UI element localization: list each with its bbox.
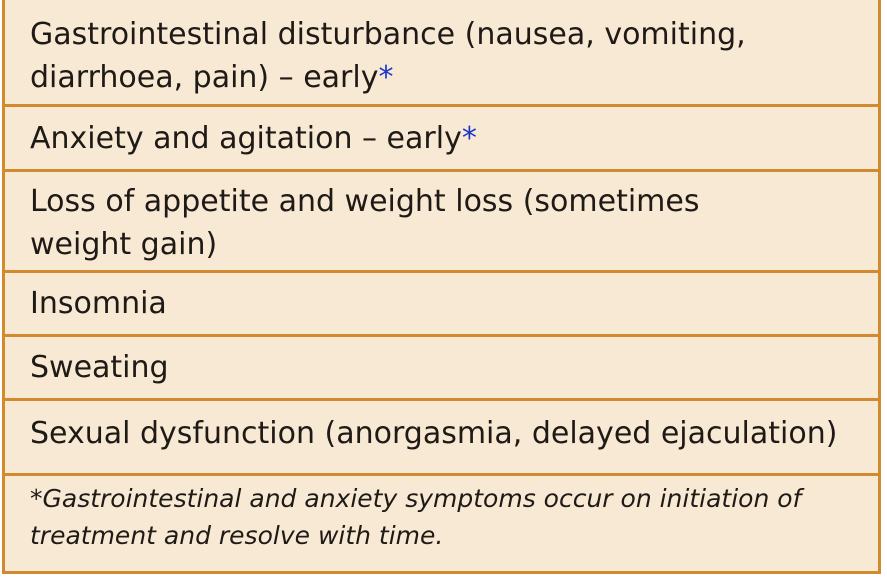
table-row: [5, 13, 878, 100]
row-text-line: weight gain): [30, 227, 218, 262]
footnote-line: *Gastrointestinal and anxiety symptoms occur on initiation of: [30, 484, 802, 513]
row-text-line: Gastrointestinal disturbance (nausea, vomiting,: [30, 17, 746, 52]
row-text-line: [30, 117, 477, 160]
symptom-table: [2, 0, 881, 574]
table-row: [5, 273, 878, 334]
footnote-line: treatment and resolve with time.: [30, 521, 444, 550]
row-divider: [5, 473, 878, 476]
row-text-fragment: diarrhoea, pain) – early: [30, 60, 379, 95]
table-row: [5, 180, 878, 267]
row-text-line: Sweating: [30, 350, 169, 385]
table-row: [5, 107, 878, 169]
row-text-line: Sexual dysfunction (anorgasmia, delayed ejaculation): [30, 415, 838, 451]
table-row: [5, 401, 878, 465]
row-divider: [5, 169, 878, 172]
row-text-line: [30, 56, 878, 99]
row-text-fragment: Anxiety and agitation – early: [30, 120, 462, 156]
footnote-marker: *: [461, 120, 477, 156]
footnote: [5, 480, 878, 554]
row-text-line: Loss of appetite and weight loss (sometimes: [30, 184, 700, 219]
row-text-line: Insomnia: [30, 286, 167, 321]
footnote-marker: *: [378, 60, 394, 95]
table-row: [5, 337, 878, 398]
